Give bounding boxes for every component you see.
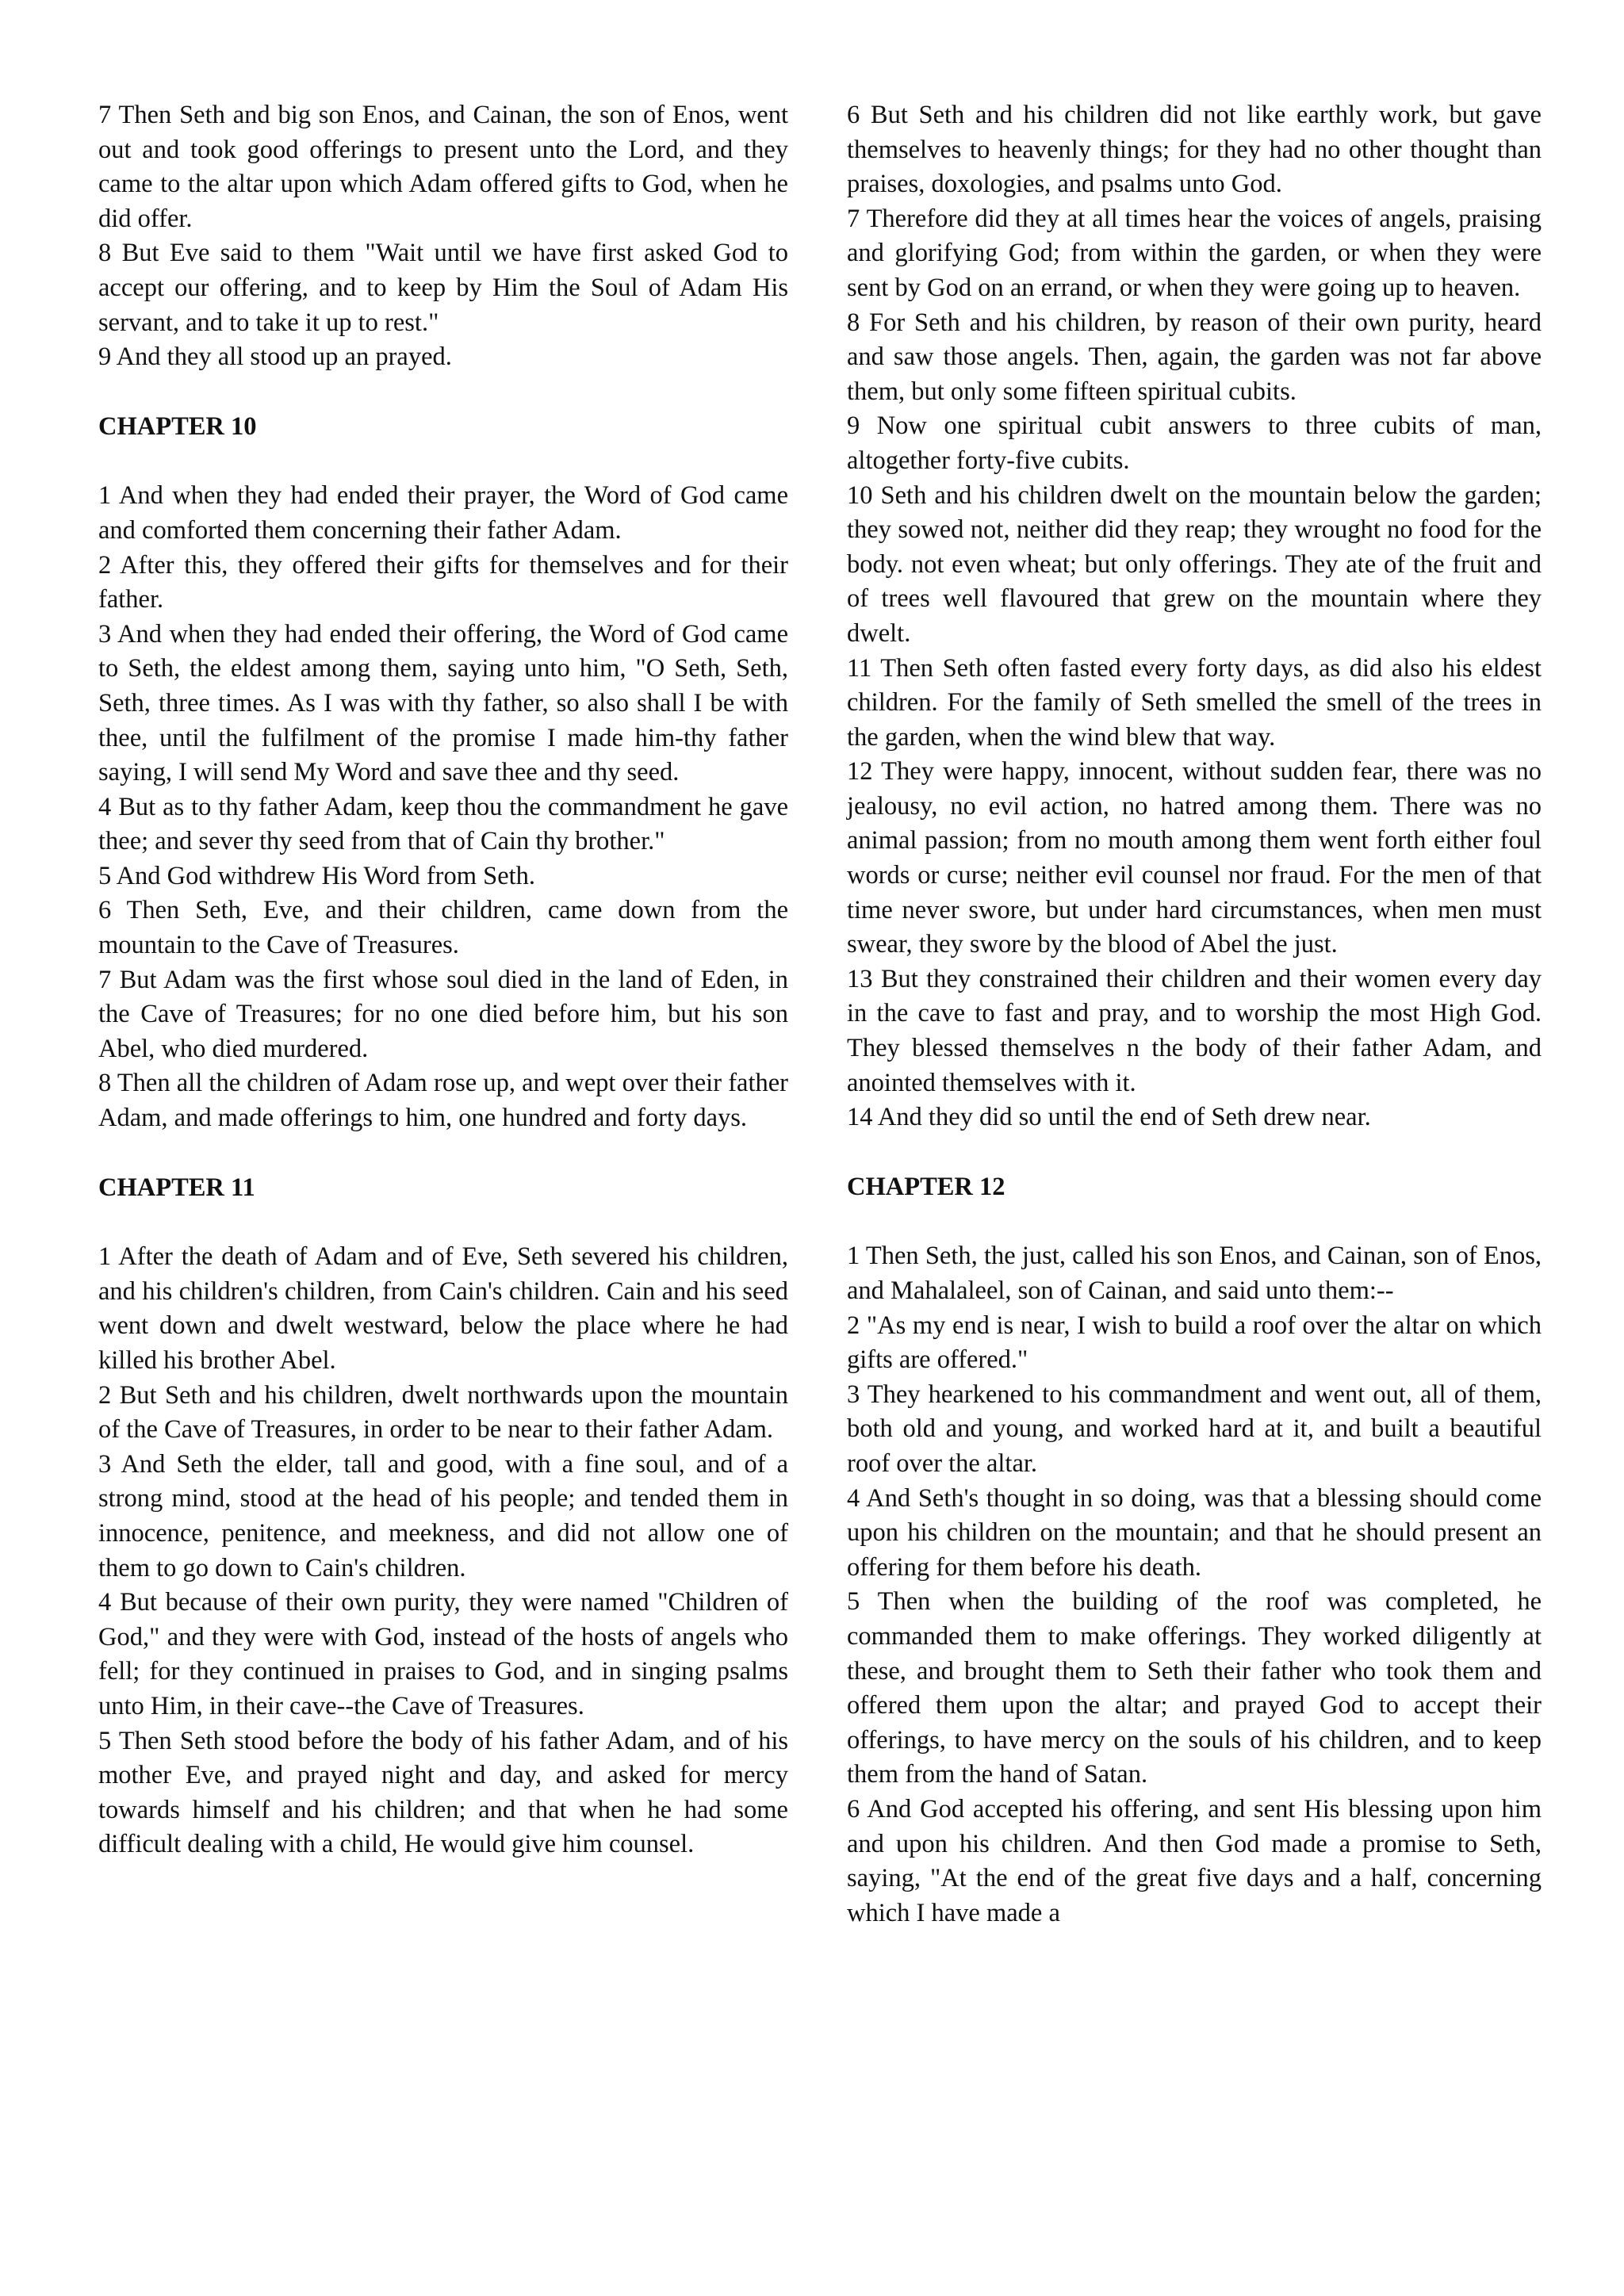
verse-paragraph: 4 But as to thy father Adam, keep thou the commandment he gave thee; and sever thy seed from that of Cain thy brother." bbox=[98, 792, 788, 856]
verse-paragraph: 6 But Seth and his children did not like earthly work, but gave themselves to heavenly things; for they had no other thought than praises, doxologies, and psalms unto God. bbox=[847, 101, 1542, 199]
chapter-heading: CHAPTER 11 bbox=[98, 1173, 255, 1202]
verse-paragraph: 6 Then Seth, Eve, and their children, came down from the mountain to the Cave of Treasures. bbox=[98, 896, 788, 960]
chapter-heading: CHAPTER 12 bbox=[847, 1172, 1005, 1201]
verse-paragraph: 5 Then when the building of the roof was completed, he commanded them to make offerings. They worked diligently at these, and brought them to Seth their father who took them and offered them upon the altar; and prayed God to accept their offerings, to have mercy on the souls of his children, and to keep them from the hand of Satan. bbox=[847, 1587, 1542, 1789]
verse-paragraph: 2 "As my end is near, I wish to build a roof over the altar on which gifts are offered." bbox=[847, 1311, 1542, 1375]
verse-paragraph: 11 Then Seth often fasted every forty days, as did also his eldest children. For the family of Seth smelled the smell of the trees in the garden, when the wind blew that way. bbox=[847, 653, 1542, 752]
verse-paragraph: 1 After the death of Adam and of Eve, Seth severed his children, and his children's children, from Cain's children. Cain and his seed went down and dwelt westward, below the place where he had killed his brother Abel. bbox=[98, 1242, 788, 1375]
verse-paragraph: 10 Seth and his children dwelt on the mountain below the garden; they sowed not, neither did they reap; they wrought no food for the body. not even wheat; but only offerings. They ate of the fruit and of trees well flavoured that grew on the mountain where they dwelt. bbox=[847, 480, 1542, 648]
verse-paragraph: 4 But because of their own purity, they were named "Children of God," and they were with God, instead of the hosts of angels who fell; for they continued in praises to God, and in singing psalms unto Him, in their cave--the Cave of Treasures. bbox=[98, 1588, 788, 1720]
right-column bbox=[847, 98, 1542, 1931]
verse-paragraph: 2 But Seth and his children, dwelt northwards upon the mountain of the Cave of Treasures, in order to be near to their father Adam. bbox=[98, 1380, 788, 1445]
verse-paragraph: 9 And they all stood up an prayed. bbox=[98, 342, 452, 372]
chapter-heading: CHAPTER 10 bbox=[98, 411, 257, 441]
verse-paragraph: 8 But Eve said to them "Wait until we have first asked God to accept our offering, and to keep by Him the Soul of Adam His servant, and to take it up to rest." bbox=[98, 239, 788, 337]
left-column bbox=[98, 98, 788, 1862]
verse-paragraph: 3 And Seth the elder, tall and good, with a fine soul, and of a strong mind, stood at the head of his people; and tended them in innocence, penitence, and meekness, and did not allow one of them to go down to Cain's children. bbox=[98, 1449, 788, 1582]
verse-paragraph: 4 And Seth's thought in so doing, was that a blessing should come upon his children on the mountain; and that he should present an offering for them before his death. bbox=[847, 1483, 1542, 1582]
verse-paragraph: 3 And when they had ended their offering, the Word of God came to Seth, the eldest among them, saying unto him, "O Seth, Seth, Seth, three times. As I was with thy father, so also shall I be with thee, until the fulfilment of the promise I made him-thy father saying, I will send My Word and save thee and thy seed. bbox=[98, 619, 788, 787]
verse-paragraph: 5 And God withdrew His Word from Seth. bbox=[98, 861, 536, 890]
verse-paragraph: 7 Therefore did they at all times hear the voices of angels, praising and glorifying God; from within the garden, or when they were sent by God on an errand, or when they were going up to heaven. bbox=[847, 204, 1542, 302]
verse-paragraph: 7 But Adam was the first whose soul died in the land of Eden, in the Cave of Treasures; for no one died before him, but his son Abel, who died murdered. bbox=[98, 965, 788, 1063]
verse-paragraph: 7 Then Seth and big son Enos, and Cainan, the son of Enos, went out and took good offerings to present unto the Lord, and they came to the altar upon which Adam offered gifts to God, when he did offer. bbox=[98, 101, 788, 233]
verse-paragraph: 9 Now one spiritual cubit answers to three cubits of man, altogether forty-five cubits. bbox=[847, 411, 1542, 475]
verse-paragraph: 8 Then all the children of Adam rose up, and wept over their father Adam, and made offerings to him, one hundred and forty days. bbox=[98, 1069, 788, 1133]
verse-paragraph: 1 And when they had ended their prayer, the Word of God came and comforted them concerning their father Adam. bbox=[98, 481, 788, 545]
verse-paragraph: 14 And they did so until the end of Seth drew near. bbox=[847, 1103, 1371, 1132]
verse-paragraph: 8 For Seth and his children, by reason of their own purity, heard and saw those angels. Then, again, the garden was not far above them, but only some fifteen spiritual cubits. bbox=[847, 308, 1542, 406]
verse-paragraph: 6 And God accepted his offering, and sent His blessing upon him and upon his children. And then God made a promise to Seth, saying, "At the end of the great five days and a half, concerning which I have made a bbox=[847, 1794, 1542, 1927]
verse-paragraph: 2 After this, they offered their gifts for themselves and for their father. bbox=[98, 550, 788, 614]
verse-paragraph: 1 Then Seth, the just, called his son Enos, and Cainan, son of Enos, and Mahalaleel, son of Cainan, and said unto them:-- bbox=[847, 1242, 1542, 1305]
verse-paragraph: 3 They hearkened to his commandment and went out, all of them, both old and young, and worked hard at it, and built a beautiful roof over the altar. bbox=[847, 1380, 1542, 1478]
verse-paragraph: 5 Then Seth stood before the body of his father Adam, and of his mother Eve, and prayed night and day, and asked for mercy towards himself and his children; and that when he had some difficult dealing with a child, He would give him counsel. bbox=[98, 1726, 788, 1859]
verse-paragraph: 12 They were happy, innocent, without sudden fear, there was no jealousy, no evil action, no hatred among them. There was no animal passion; from no mouth among them went forth either foul words or curse; neither evil counsel nor fraud. For the men of that time never swore, but under hard circumstances, when men must swear, they swore by the blood of Abel the just. bbox=[847, 757, 1542, 959]
verse-paragraph: 13 But they constrained their children and their women every day in the cave to fast and pray, and to worship the most High God. They blessed themselves n the body of their father Adam, and anointed themselves with it. bbox=[847, 964, 1542, 1097]
